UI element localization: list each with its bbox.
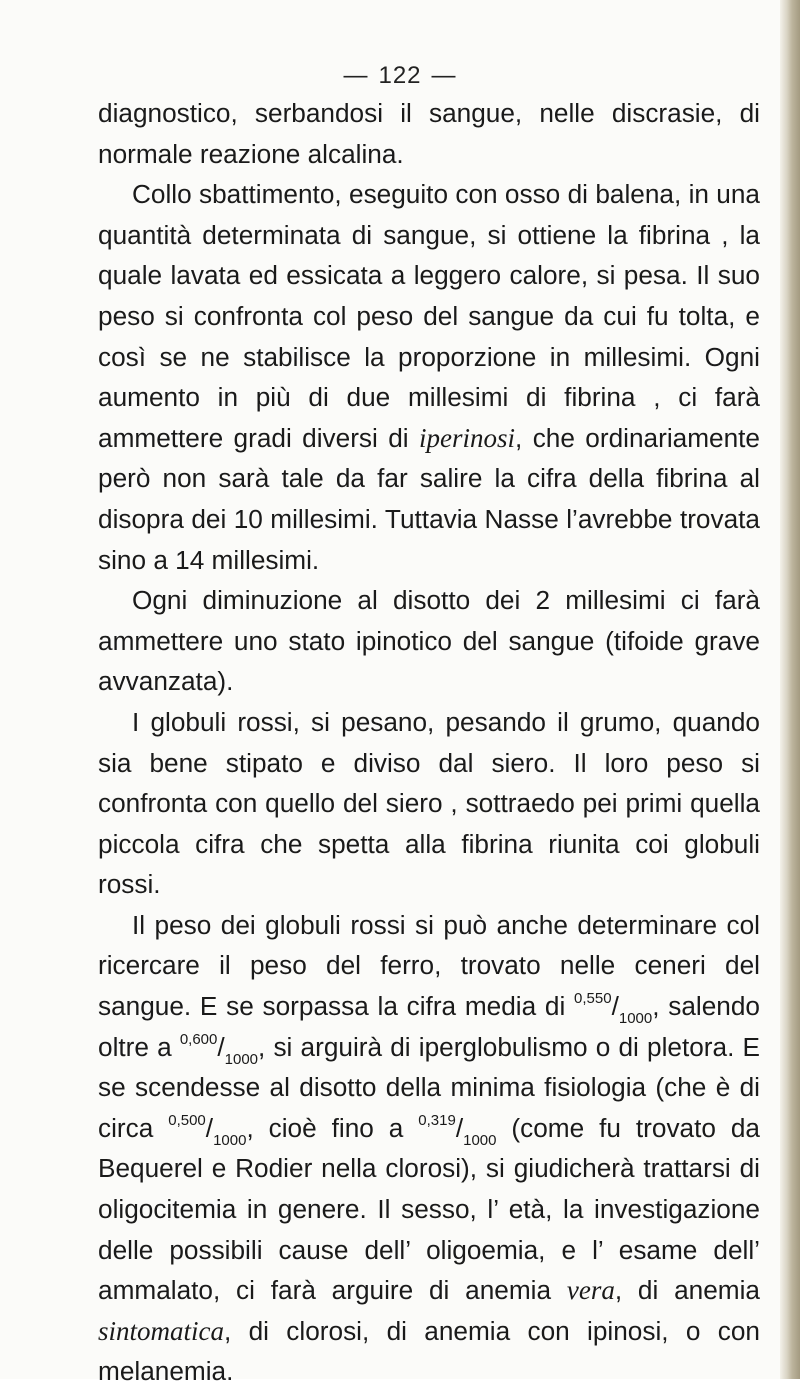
page-binding-edge xyxy=(780,0,800,1379)
emphasis-sintomatica: sintomatica xyxy=(98,1315,224,1346)
paragraph-1: diagnostico, serbandosi il sangue, nelle discrasie, di normale reazione alcalina. xyxy=(98,98,760,169)
fraction-1: $^{0,550}/_{1000}$ xyxy=(574,990,653,1028)
emphasis-vera: vera xyxy=(566,1275,615,1306)
paragraph-5-text-1: Il peso dei globuli rossi si può anche determinare col ricercare il peso del ferro, trovato nelle ceneri del sangue. E se sorpassa la cifra media di xyxy=(98,909,760,1022)
header-dash-left: — xyxy=(343,62,369,89)
fraction-3: $^{0,500}/_{1000}$ xyxy=(168,1112,247,1150)
paragraph-2-text-a: Collo sbattimento, eseguito con osso di balena, in una quantità determinata di sangue, si ottiene la fibrina , la quale lavata ed essicata a leggero calore, si pesa. Il suo peso si confronta col peso del sangue da cui fu tolta, e così se ne stabilisce la proporzione in millesimi. Ogni aumento in più di due millesimi di fibrina , ci farà ammettere gradi diversi di xyxy=(98,179,760,453)
page-number: 122 xyxy=(378,62,422,89)
emphasis-iperinosi: iperinosi xyxy=(419,422,516,453)
body-text xyxy=(98,93,760,1392)
fraction-4: $^{0,319}/_{1000}$ xyxy=(418,1112,497,1150)
fraction-2-numerator: 0,600 xyxy=(179,1030,218,1048)
page-header xyxy=(0,62,800,90)
fraction-4-numerator: 0,319 xyxy=(418,1112,456,1130)
fraction-1-numerator: 0,550 xyxy=(574,990,612,1008)
paragraph-3: Ogni diminuzione al disotto dei 2 millesimi ci farà ammettere uno stato ipinotico del sangue (tifoide grave avvanzata). xyxy=(98,585,760,697)
paragraph-2-text-b: , che ordinariamente però non sarà tale da far salire la cifra della fibrina al disopra dei 10 millesimi. Tuttavia Nasse l’avrebbe trovata sino a 14 millesimi. xyxy=(98,422,760,575)
paragraph-5-text-4: , cioè fino a xyxy=(246,1112,419,1143)
paragraph-5-text-3: , si arguirà di iperglobulismo o di pletora. E se scendesse al disotto della minima fisiologia (che è di circa xyxy=(98,1031,760,1143)
fraction-2: $^{0,600}/_{1000}$ xyxy=(179,1030,259,1068)
fraction-3-numerator: 0,500 xyxy=(168,1112,206,1130)
fraction-1-denominator: 1000 xyxy=(618,1010,653,1028)
fraction-2-denominator: 1000 xyxy=(224,1050,259,1068)
paragraph-5-text-2: , salendo oltre a xyxy=(98,991,760,1062)
fraction-4-denominator: 1000 xyxy=(463,1132,497,1150)
paragraph-2 xyxy=(98,174,760,580)
paragraph-5 xyxy=(98,905,760,1392)
paragraph-5-text-7: , di clorosi, di anemia con ipinosi, o con melanemia. xyxy=(98,1315,760,1387)
paragraph-5-text-5: (come fu trovato da Bequerel e Rodier nella clorosi), si giudicherà trattarsi di oligocitemia in genere. Il sesso, l’ età, la investigazione delle possibili cause dell’ oligoemia, e l’ esame dell’ ammalato, ci farà arguire di anemia xyxy=(98,1112,760,1306)
fraction-3-denominator: 1000 xyxy=(213,1132,247,1150)
header-dash-right: — xyxy=(431,62,457,89)
paragraph-5-text-6: , di anemia xyxy=(614,1275,761,1306)
paragraph-4: I globuli rossi, si pesano, pesando il grumo, quando sia bene stipato e diviso dal siero. Il loro peso si confronta con quello del siero , sottraedo pei primi quella piccola cifra che spetta alla fibrina riunita coi globuli rossi. xyxy=(98,706,760,900)
